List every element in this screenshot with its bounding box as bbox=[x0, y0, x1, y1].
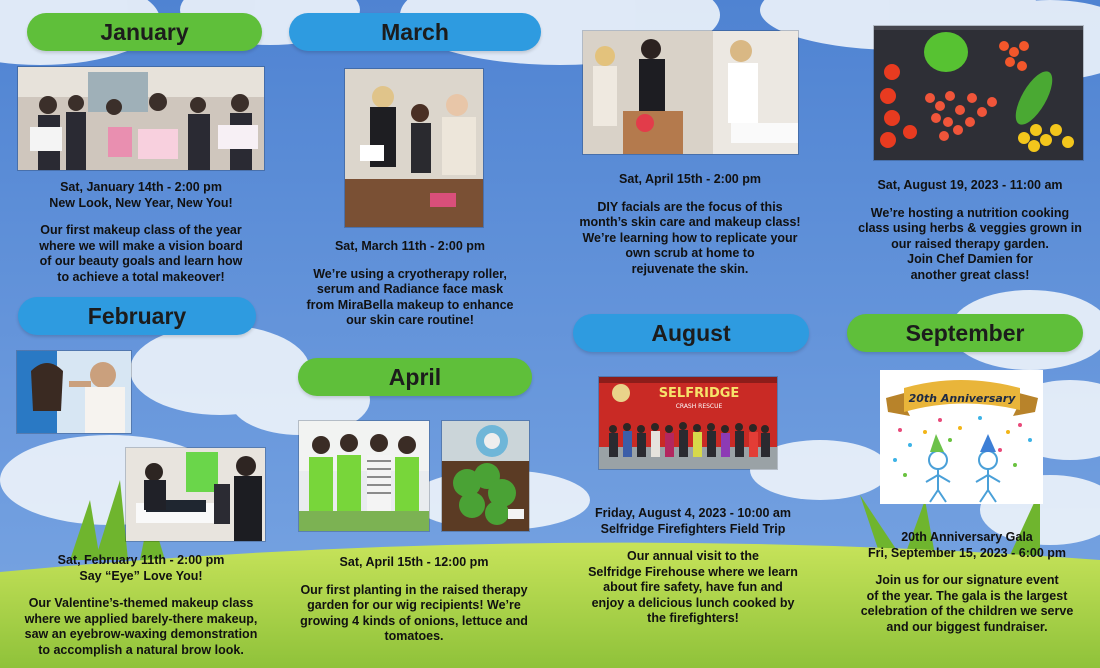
fire-truck-subsign: CRASH RESCUE bbox=[675, 403, 723, 410]
april-garden-event bbox=[280, 555, 548, 645]
event-subtitle: New Look, New Year, New You! bbox=[49, 195, 233, 210]
event-date: Sat, April 15th - 2:00 pm bbox=[619, 172, 761, 186]
february-event bbox=[10, 553, 272, 658]
event-description: Join us for our signature event of the year. The gala is the largest celebration of the children we serve and our biggest fundraiser. bbox=[860, 573, 1074, 634]
march-makeup-photo bbox=[344, 68, 484, 228]
event-date: Sat, January 14th - 2:00 pm bbox=[60, 180, 222, 194]
firefighters-field-trip-photo bbox=[598, 376, 778, 470]
february-eyebrow-photo bbox=[16, 350, 132, 434]
month-title: April bbox=[388, 363, 442, 390]
february-waxing-photo bbox=[125, 447, 266, 542]
april-facial-photo bbox=[582, 30, 799, 155]
month-pill-april bbox=[298, 358, 532, 396]
month-pill-september bbox=[847, 314, 1083, 352]
event-description: Our first makeup class of the year where we will make a vision board of our beauty goals and learn how to achieve a total makeover! bbox=[39, 223, 243, 284]
event-subtitle: Selfridge Firefighters Field Trip bbox=[600, 521, 786, 536]
september-gala-event bbox=[836, 530, 1098, 635]
august-cooking-event bbox=[843, 178, 1097, 283]
event-description: Our Valentine’s-themed makeup class where we applied barely-there makeup, saw an eyebrow-waxing demonstration to accomplish a natural brow look. bbox=[24, 596, 258, 657]
event-date: Sat, February 11th - 2:00 pm bbox=[57, 553, 225, 567]
event-date: Sat, August 19, 2023 - 11:00 am bbox=[877, 178, 1063, 192]
month-title: February bbox=[87, 302, 187, 329]
april-garden-group-photo bbox=[298, 420, 430, 532]
month-title: January bbox=[100, 18, 189, 45]
month-pill-august bbox=[573, 314, 809, 352]
month-pill-february bbox=[18, 297, 256, 335]
april-garden-planter-photo bbox=[441, 420, 530, 532]
january-group-photo bbox=[17, 66, 265, 171]
event-description: Our first planting in the raised therapy garden for our wig recipients! We’re growing 4 kinds of onions, lettuce and tomatoes. bbox=[300, 582, 528, 643]
event-date: Sat, March 11th - 2:00 pm bbox=[334, 239, 486, 253]
anniversary-illustration bbox=[880, 370, 1043, 504]
event-subtitle: Say “Eye” Love You! bbox=[79, 568, 203, 583]
cooking-vegetables-photo bbox=[873, 25, 1084, 161]
event-description: We’re using a cryotherapy roller, serum and Radiance face mask from MiraBella makeup to enhance our skin care routine! bbox=[306, 266, 514, 327]
event-date: Sat, April 15th - 12:00 pm bbox=[339, 555, 489, 569]
anniversary-banner-text: 20th Anniversary bbox=[908, 392, 1016, 405]
event-description: We’re hosting a nutrition cooking class using herbs & veggies grown in our raised therapy garden. Join Chef Damien for another great class! bbox=[858, 205, 1082, 282]
april-facial-event bbox=[557, 172, 823, 277]
event-date: Fri, September 15, 2023 - 6:00 pm bbox=[867, 545, 1066, 560]
event-title: 20th Anniversary Gala bbox=[901, 530, 1033, 544]
event-date: Friday, August 4, 2023 - 10:00 am bbox=[595, 506, 791, 520]
month-title: August bbox=[651, 319, 731, 346]
month-title: September bbox=[905, 319, 1025, 346]
event-description: DIY facials are the focus of this month’s skin care and makeup class! We’re learning how to replicate your own scrub at home to rejuvenate the skin. bbox=[579, 199, 801, 276]
month-pill-march bbox=[289, 13, 541, 51]
fire-truck-sign: SELFRIDGE bbox=[658, 386, 740, 401]
august-field-trip-event bbox=[562, 506, 824, 627]
january-event bbox=[17, 180, 265, 285]
march-event bbox=[285, 239, 535, 329]
month-pill-january bbox=[27, 13, 262, 51]
month-title: March bbox=[381, 18, 449, 45]
event-description: Our annual visit to the Selfridge Firehouse where we learn about fire safety, have fun and enjoy a delicious lunch cooked by the firefighters! bbox=[588, 549, 798, 625]
